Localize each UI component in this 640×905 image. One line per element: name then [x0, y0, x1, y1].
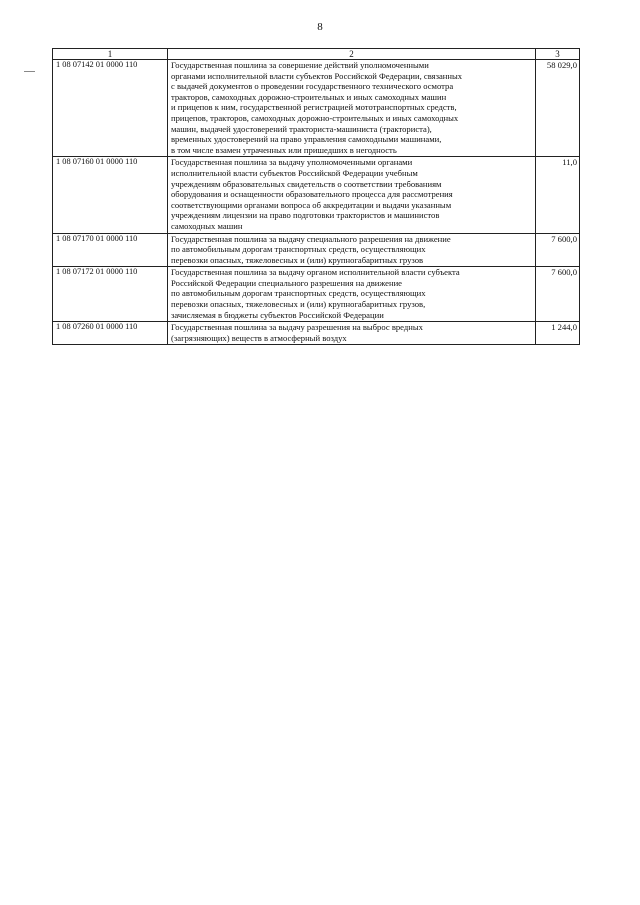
header-column-1: 1 — [53, 49, 168, 60]
revenue-amount: 7 600,0 — [536, 267, 580, 322]
page-number: 8 — [317, 21, 323, 33]
classification-code: 1 08 07172 01 0000 110 — [53, 267, 168, 322]
revenue-description: Государственная пошлина за выдачу уполномоченными органами исполнительной власти субъектов Российской Федерации учебным учреждениям образовательных свидетельств о соответствии требованиям оборудования и оснащенности образовательного процесса для рассмотрения соответствующими органами вопроса об аккредитации и выдачи указанным учреждениям лицензии на право подготовки трактористов и машинистов самоходных машин — [168, 157, 536, 233]
table-row — [53, 267, 580, 322]
revenue-description: Государственная пошлина за выдачу разрешения на выброс вредных (загрязняющих) веществ в атмосферный воздух — [168, 322, 536, 345]
scan-margin-mark — [24, 71, 35, 72]
table-header-row — [53, 49, 580, 60]
table-row — [53, 60, 580, 157]
revenue-amount: 58 029,0 — [536, 60, 580, 157]
revenue-amount: 11,0 — [536, 157, 580, 233]
header-column-3: 3 — [536, 49, 580, 60]
revenue-description: Государственная пошлина за выдачу органом исполнительной власти субъекта Российской Федерации специального разрешения на движение по автомобильным дорогам транспортных средств, осуществляющих перевозки опасных, тяжеловесных и (или) крупногабаритных грузов, зачисляемая в бюджеты субъектов Российской Федерации — [168, 267, 536, 322]
table-row — [53, 157, 580, 233]
revenue-description: Государственная пошлина за совершение действий уполномоченными органами исполнительной власти субъектов Российской Федерации, связанных с выдачей документов о проведении государственного технического осмотра тракторов, самоходных дорожно-строительных и иных самоходных машин и прицепов к ним, государственной регистрацией мототранспортных средств, прицепов, тракторов, самоходных дорожно-строительных и иных самоходных машин, выдачей удостоверений тракториста-машиниста (тракториста), временных удостоверений на право управления самоходными машинами, в том числе взамен утраченных или пришедших в негодность — [168, 60, 536, 157]
classification-code: 1 08 07170 01 0000 110 — [53, 233, 168, 267]
header-column-2: 2 — [168, 49, 536, 60]
classification-code: 1 08 07160 01 0000 110 — [53, 157, 168, 233]
revenue-description: Государственная пошлина за выдачу специального разрешения на движение по автомобильным дорогам транспортных средств, осуществляющих перевозки опасных, тяжеловесных и (или) крупногабаритных грузов — [168, 233, 536, 267]
revenue-amount: 1 244,0 — [536, 322, 580, 345]
classification-code: 1 08 07260 01 0000 110 — [53, 322, 168, 345]
budget-revenue-table — [52, 48, 580, 345]
classification-code: 1 08 07142 01 0000 110 — [53, 60, 168, 157]
table-row — [53, 322, 580, 345]
revenue-amount: 7 600,0 — [536, 233, 580, 267]
table-row — [53, 233, 580, 267]
